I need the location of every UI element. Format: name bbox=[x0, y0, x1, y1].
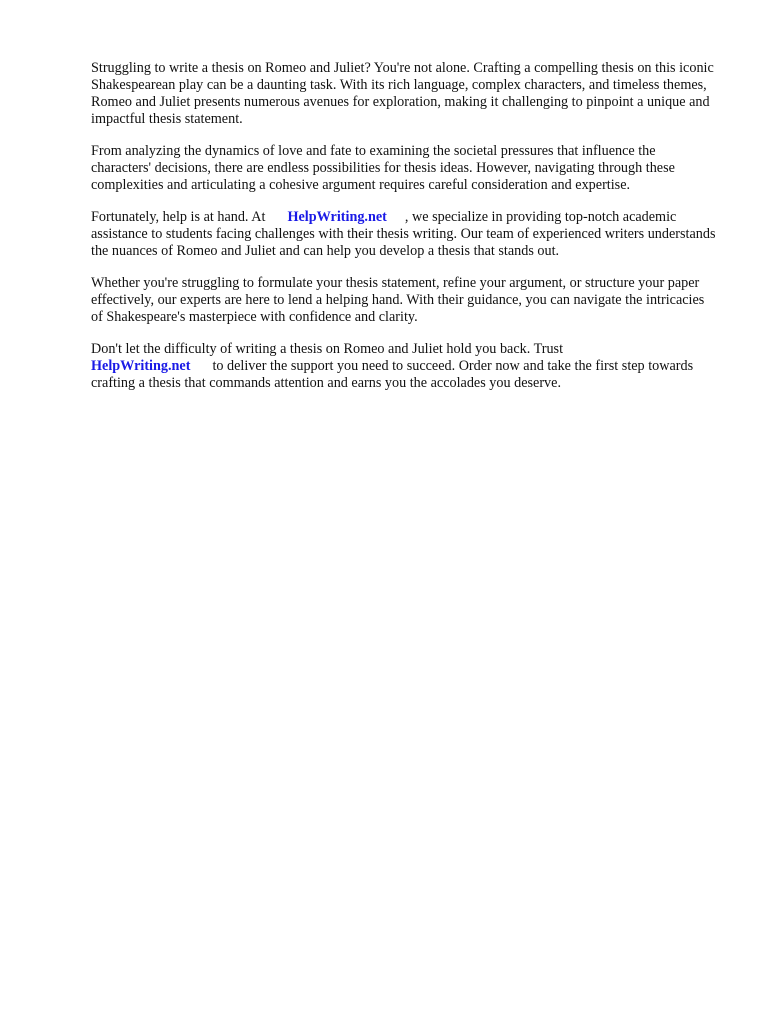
paragraph-closing bbox=[91, 341, 719, 392]
paragraph-service-lead: Fortunately, help is at hand. At bbox=[91, 209, 266, 225]
helpwriting-link[interactable]: HelpWriting.net bbox=[287, 209, 387, 225]
helpwriting-link-closing[interactable]: HelpWriting.net bbox=[91, 358, 191, 374]
paragraph-themes: From analyzing the dynamics of love and fate to examining the societal pressures that influence the characters' decisions, there are endless possibilities for thesis ideas. However, navigating through these complexities and articulating a cohesive argument requires careful consideration and expertise. bbox=[91, 143, 675, 193]
paragraph-guidance: Whether you're struggling to formulate your thesis statement, refine your argument, or structure your paper effectively, our experts are here to lend a helping hand. With their guidance, you can navigate the intricacies of Shakespeare's masterpiece with confidence and clarity. bbox=[91, 275, 705, 325]
paragraph-closing-rest: to deliver the support you need to succeed. Order now and take the first step towards crafting a thesis that commands attention and earns you the accolades you deserve. bbox=[91, 358, 694, 391]
paragraph-service bbox=[91, 209, 719, 260]
document-body bbox=[91, 60, 719, 407]
paragraph-closing-lead: Don't let the difficulty of writing a thesis on Romeo and Juliet hold you back. Trust bbox=[91, 341, 564, 357]
paragraph-intro: Struggling to write a thesis on Romeo and Juliet? You're not alone. Crafting a compelling thesis on this iconic Shakespearean play can be a daunting task. With its rich language, complex characters, and timeless themes, Romeo and Juliet presents numerous avenues for exploration, making it challenging to pinpoint a unique and impactful thesis statement. bbox=[91, 60, 714, 127]
paragraph-service-rest: , we specialize in providing top-notch academic assistance to students facing challenges with their thesis writing. Our team of experienced writers understands the nuances of Romeo and Juliet and can help you develop a thesis that stands out. bbox=[91, 209, 716, 259]
